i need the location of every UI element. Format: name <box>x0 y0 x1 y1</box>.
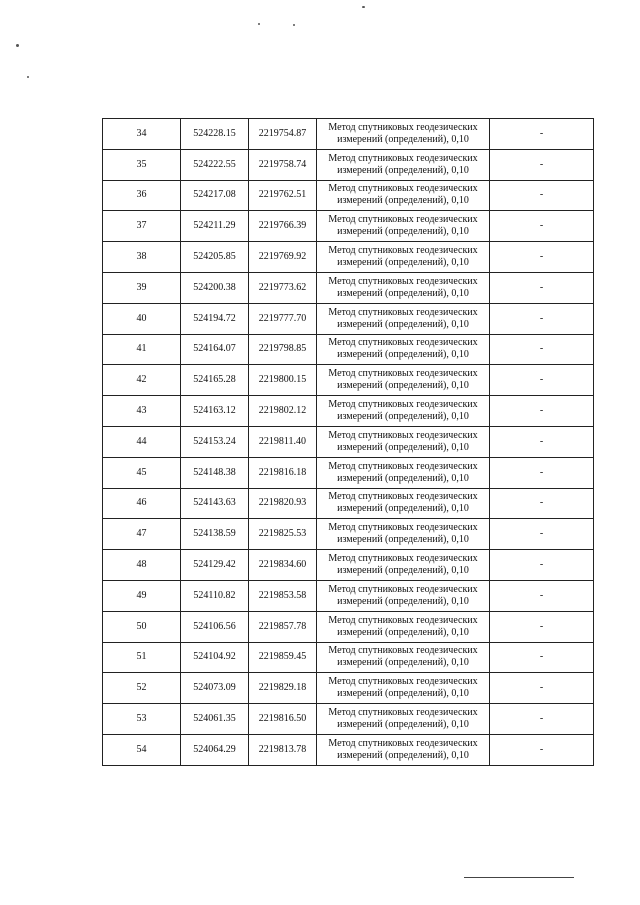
table-row <box>103 704 594 735</box>
coord-y-cell: 2219802.12 <box>249 396 317 427</box>
table-row <box>103 519 594 550</box>
bottom-rule <box>464 877 574 878</box>
scan-speck <box>258 23 260 25</box>
method-line-2: измерений (определений), 0,10 <box>337 657 469 669</box>
coord-x-cell: 524164.07 <box>181 334 249 365</box>
coord-x-cell: 524165.28 <box>181 365 249 396</box>
coord-x-cell: 524217.08 <box>181 180 249 211</box>
method-line-2: измерений (определений), 0,10 <box>337 226 469 238</box>
value-cell: - <box>490 426 594 457</box>
coord-y-cell: 2219762.51 <box>249 180 317 211</box>
value-cell: - <box>490 734 594 765</box>
point-number-cell: 37 <box>103 211 181 242</box>
table-row <box>103 580 594 611</box>
coord-y-cell: 2219829.18 <box>249 673 317 704</box>
method-line-2: измерений (определений), 0,10 <box>337 749 469 761</box>
table-row <box>103 426 594 457</box>
scan-speck <box>362 6 365 8</box>
value-cell: - <box>490 180 594 211</box>
method-line-1: Метод спутниковых геодезических <box>328 152 478 164</box>
table-row <box>103 180 594 211</box>
point-number-cell: 51 <box>103 642 181 673</box>
coord-x-cell: 524200.38 <box>181 272 249 303</box>
coord-x-cell: 524064.29 <box>181 734 249 765</box>
coord-y-cell: 2219766.39 <box>249 211 317 242</box>
table-row <box>103 334 594 365</box>
scan-speck <box>293 24 295 26</box>
method-line-1: Метод спутниковых геодезических <box>328 707 478 719</box>
coord-y-cell: 2219825.53 <box>249 519 317 550</box>
scan-speck <box>16 44 19 47</box>
coord-y-cell: 2219800.15 <box>249 365 317 396</box>
point-number-cell: 36 <box>103 180 181 211</box>
method-line-2: измерений (определений), 0,10 <box>337 626 469 638</box>
point-number-cell: 45 <box>103 457 181 488</box>
method-line-1: Метод спутниковых геодезических <box>328 491 478 503</box>
coord-x-cell: 524148.38 <box>181 457 249 488</box>
point-number-cell: 43 <box>103 396 181 427</box>
method-line-2: измерений (определений), 0,10 <box>337 287 469 299</box>
coord-y-cell: 2219777.70 <box>249 303 317 334</box>
value-cell: - <box>490 488 594 519</box>
method-line-2: измерений (определений), 0,10 <box>337 318 469 330</box>
coord-x-cell: 524228.15 <box>181 119 249 150</box>
method-cell <box>317 457 490 488</box>
method-cell <box>317 642 490 673</box>
method-line-2: измерений (определений), 0,10 <box>337 595 469 607</box>
method-line-1: Метод спутниковых геодезических <box>328 460 478 472</box>
value-cell: - <box>490 272 594 303</box>
value-cell: - <box>490 642 594 673</box>
point-number-cell: 42 <box>103 365 181 396</box>
method-line-2: измерений (определений), 0,10 <box>337 164 469 176</box>
coord-y-cell: 2219769.92 <box>249 242 317 273</box>
method-cell <box>317 334 490 365</box>
method-line-2: измерений (определений), 0,10 <box>337 349 469 361</box>
table-row <box>103 457 594 488</box>
method-line-2: измерений (определений), 0,10 <box>337 441 469 453</box>
point-number-cell: 50 <box>103 611 181 642</box>
method-line-2: измерений (определений), 0,10 <box>337 688 469 700</box>
value-cell: - <box>490 303 594 334</box>
table-row <box>103 149 594 180</box>
coord-y-cell: 2219813.78 <box>249 734 317 765</box>
coord-y-cell: 2219773.62 <box>249 272 317 303</box>
table-row <box>103 642 594 673</box>
value-cell: - <box>490 673 594 704</box>
method-line-1: Метод спутниковых геодезических <box>328 275 478 287</box>
coord-x-cell: 524061.35 <box>181 704 249 735</box>
method-line-1: Метод спутниковых геодезических <box>328 583 478 595</box>
method-line-1: Метод спутниковых геодезических <box>328 368 478 380</box>
coord-x-cell: 524104.92 <box>181 642 249 673</box>
table-row <box>103 303 594 334</box>
method-line-2: измерений (определений), 0,10 <box>337 133 469 145</box>
method-line-1: Метод спутниковых геодезических <box>328 737 478 749</box>
table-row <box>103 673 594 704</box>
coord-y-cell: 2219816.18 <box>249 457 317 488</box>
coord-y-cell: 2219811.40 <box>249 426 317 457</box>
coord-x-cell: 524138.59 <box>181 519 249 550</box>
value-cell: - <box>490 457 594 488</box>
method-cell <box>317 426 490 457</box>
value-cell: - <box>490 704 594 735</box>
coord-x-cell: 524073.09 <box>181 673 249 704</box>
point-number-cell: 48 <box>103 550 181 581</box>
point-number-cell: 54 <box>103 734 181 765</box>
table-row <box>103 211 594 242</box>
point-number-cell: 40 <box>103 303 181 334</box>
value-cell: - <box>490 334 594 365</box>
coordinates-table-body <box>103 119 594 766</box>
coord-x-cell: 524205.85 <box>181 242 249 273</box>
point-number-cell: 41 <box>103 334 181 365</box>
method-cell <box>317 365 490 396</box>
method-line-1: Метод спутниковых геодезических <box>328 121 478 133</box>
method-line-1: Метод спутниковых геодезических <box>328 245 478 257</box>
method-line-2: измерений (определений), 0,10 <box>337 380 469 392</box>
table-row <box>103 396 594 427</box>
coord-y-cell: 2219859.45 <box>249 642 317 673</box>
value-cell: - <box>490 242 594 273</box>
point-number-cell: 52 <box>103 673 181 704</box>
coord-x-cell: 524211.29 <box>181 211 249 242</box>
method-line-2: измерений (определений), 0,10 <box>337 472 469 484</box>
point-number-cell: 38 <box>103 242 181 273</box>
coord-x-cell: 524143.63 <box>181 488 249 519</box>
method-cell <box>317 519 490 550</box>
method-line-1: Метод спутниковых геодезических <box>328 399 478 411</box>
table-row <box>103 488 594 519</box>
table-row <box>103 119 594 150</box>
method-line-1: Метод спутниковых геодезических <box>328 645 478 657</box>
method-line-2: измерений (определений), 0,10 <box>337 411 469 423</box>
method-line-1: Метод спутниковых геодезических <box>328 553 478 565</box>
value-cell: - <box>490 550 594 581</box>
coord-y-cell: 2219816.50 <box>249 704 317 735</box>
method-cell <box>317 704 490 735</box>
method-cell <box>317 611 490 642</box>
point-number-cell: 53 <box>103 704 181 735</box>
method-line-2: измерений (определений), 0,10 <box>337 534 469 546</box>
coord-y-cell: 2219853.58 <box>249 580 317 611</box>
point-number-cell: 39 <box>103 272 181 303</box>
coord-x-cell: 524222.55 <box>181 149 249 180</box>
point-number-cell: 47 <box>103 519 181 550</box>
coord-y-cell: 2219754.87 <box>249 119 317 150</box>
method-line-1: Метод спутниковых геодезических <box>328 429 478 441</box>
method-cell <box>317 550 490 581</box>
point-number-cell: 44 <box>103 426 181 457</box>
method-cell <box>317 149 490 180</box>
method-cell <box>317 488 490 519</box>
value-cell: - <box>490 396 594 427</box>
method-line-1: Метод спутниковых геодезических <box>328 522 478 534</box>
table-row <box>103 550 594 581</box>
table-row <box>103 242 594 273</box>
coord-x-cell: 524194.72 <box>181 303 249 334</box>
method-line-2: измерений (определений), 0,10 <box>337 503 469 515</box>
point-number-cell: 46 <box>103 488 181 519</box>
method-line-1: Метод спутниковых геодезических <box>328 614 478 626</box>
method-cell <box>317 119 490 150</box>
value-cell: - <box>490 119 594 150</box>
value-cell: - <box>490 611 594 642</box>
coord-x-cell: 524110.82 <box>181 580 249 611</box>
method-cell <box>317 396 490 427</box>
method-line-1: Метод спутниковых геодезических <box>328 183 478 195</box>
coordinates-table <box>102 118 594 766</box>
coord-y-cell: 2219758.74 <box>249 149 317 180</box>
table-row <box>103 734 594 765</box>
method-line-2: измерений (определений), 0,10 <box>337 719 469 731</box>
method-cell <box>317 673 490 704</box>
point-number-cell: 35 <box>103 149 181 180</box>
scan-speck <box>27 76 29 78</box>
method-cell <box>317 242 490 273</box>
coord-y-cell: 2219798.85 <box>249 334 317 365</box>
coord-y-cell: 2219834.60 <box>249 550 317 581</box>
point-number-cell: 49 <box>103 580 181 611</box>
method-line-2: измерений (определений), 0,10 <box>337 257 469 269</box>
method-line-1: Метод спутниковых геодезических <box>328 676 478 688</box>
table-row <box>103 611 594 642</box>
method-cell <box>317 180 490 211</box>
coord-y-cell: 2219820.93 <box>249 488 317 519</box>
method-cell <box>317 272 490 303</box>
method-line-1: Метод спутниковых геодезических <box>328 306 478 318</box>
method-cell <box>317 211 490 242</box>
coord-y-cell: 2219857.78 <box>249 611 317 642</box>
value-cell: - <box>490 519 594 550</box>
method-line-2: измерений (определений), 0,10 <box>337 565 469 577</box>
coord-x-cell: 524106.56 <box>181 611 249 642</box>
table-row <box>103 272 594 303</box>
value-cell: - <box>490 365 594 396</box>
method-cell <box>317 580 490 611</box>
coord-x-cell: 524129.42 <box>181 550 249 581</box>
coord-x-cell: 524163.12 <box>181 396 249 427</box>
table-row <box>103 365 594 396</box>
method-cell <box>317 734 490 765</box>
method-line-1: Метод спутниковых геодезических <box>328 337 478 349</box>
value-cell: - <box>490 580 594 611</box>
method-cell <box>317 303 490 334</box>
value-cell: - <box>490 211 594 242</box>
coord-x-cell: 524153.24 <box>181 426 249 457</box>
method-line-2: измерений (определений), 0,10 <box>337 195 469 207</box>
method-line-1: Метод спутниковых геодезических <box>328 214 478 226</box>
point-number-cell: 34 <box>103 119 181 150</box>
value-cell: - <box>490 149 594 180</box>
